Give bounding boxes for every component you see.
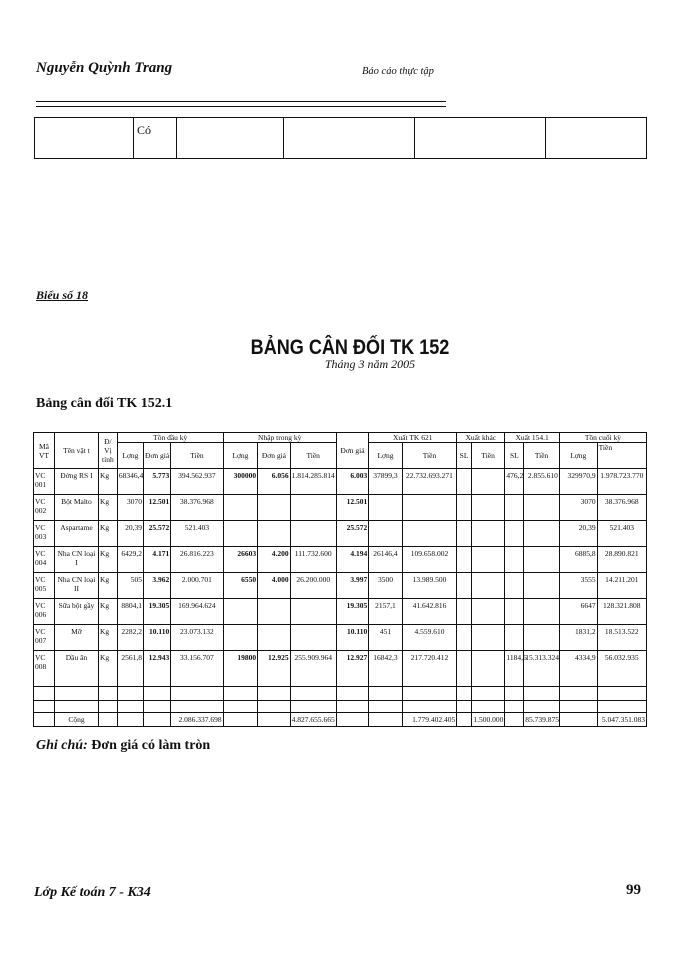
cell-code: VC 006 <box>34 599 55 625</box>
table-header-row <box>34 433 647 443</box>
cell-unit: Kg <box>98 521 117 547</box>
table-cell <box>171 701 223 713</box>
cell-in-price <box>258 599 290 625</box>
table-cell <box>290 701 336 713</box>
cell-xk-sl <box>457 495 472 521</box>
cell-cl-amt: 1.978.723.770 <box>597 469 646 495</box>
cell-xk-amt <box>471 625 505 651</box>
table-cell: Có <box>134 118 177 159</box>
cell-in-amt: 255.909.964 <box>290 651 336 687</box>
cell-in-price: 6.056 <box>258 469 290 495</box>
table-cell <box>505 701 524 713</box>
cell-op-price: 12.943 <box>144 651 171 687</box>
table-cell <box>402 687 457 701</box>
table-cell <box>524 701 560 713</box>
cell-cl-qty: 3070 <box>559 495 597 521</box>
cell-price: 3.997 <box>336 573 368 599</box>
cell-in-qty: 6550 <box>223 573 258 599</box>
cell-x154-amt <box>524 495 560 521</box>
header-rule <box>36 101 446 102</box>
subheader-amount: Tiền <box>402 443 457 469</box>
cell-in-amt <box>290 495 336 521</box>
cell-x154-amt <box>524 625 560 651</box>
cell-in-price: 4.000 <box>258 573 290 599</box>
subheader-amount: Tiền <box>471 443 505 469</box>
table-cell <box>223 701 258 713</box>
cell-op-price: 3.962 <box>144 573 171 599</box>
cell-cl-amt: 521.403 <box>597 521 646 547</box>
table-cell <box>402 701 457 713</box>
table-cell <box>35 118 134 159</box>
cell-x621-amt: 4.559.610 <box>402 625 457 651</box>
table-cell <box>290 687 336 701</box>
table-cell <box>457 713 472 727</box>
cell-op-qty: 68346,4 <box>117 469 143 495</box>
cell-op-qty: 20,39 <box>117 521 143 547</box>
table-cell <box>223 687 258 701</box>
cell-unit: Kg <box>98 547 117 573</box>
cell-cl-qty: 6885,8 <box>559 547 597 573</box>
table-total-row <box>34 713 647 727</box>
total-cl-amt: 5.047.351.083 <box>597 713 646 727</box>
cell-x154-amt <box>524 521 560 547</box>
table-cell <box>559 713 597 727</box>
total-label: Cộng <box>54 713 98 727</box>
col-opening-header: Tồn đầu kỳ <box>117 433 223 443</box>
cell-x621-qty: 3500 <box>369 573 403 599</box>
cell-in-price <box>258 495 290 521</box>
total-x621-amt: 1.779.402.405 <box>402 713 457 727</box>
cell-xk-amt <box>471 469 505 495</box>
col-name-header: Tên vật t <box>54 433 98 469</box>
cell-x621-amt <box>402 521 457 547</box>
subheader-price: Đơn giá <box>144 443 171 469</box>
cell-cl-amt: 14.211.201 <box>597 573 646 599</box>
table-cell <box>223 713 258 727</box>
cell-op-qty: 3070 <box>117 495 143 521</box>
table-cell <box>34 701 55 713</box>
cell-x621-amt <box>402 495 457 521</box>
table-cell <box>336 701 368 713</box>
cell-code: VC 002 <box>34 495 55 521</box>
col-closing-header: Tồn cuối kỳ <box>559 433 646 443</box>
cell-op-amt: 38.376.968 <box>171 495 223 521</box>
table-cell <box>98 701 117 713</box>
table-cell <box>258 687 290 701</box>
cell-xk-sl <box>457 469 472 495</box>
cell-in-price: 4.200 <box>258 547 290 573</box>
table-row <box>34 495 647 521</box>
cell-code: VC 007 <box>34 625 55 651</box>
author-name: Nguyễn Quỳnh Trang <box>36 60 173 76</box>
table-cell <box>415 118 546 159</box>
cell-xk-sl <box>457 599 472 625</box>
table-row <box>34 573 647 599</box>
cell-xk-amt <box>471 547 505 573</box>
cell-x154-sl <box>505 495 524 521</box>
cell-name: Bột Malto <box>54 495 98 521</box>
col-issue-other-header: Xuất khác <box>457 433 505 443</box>
col-receipt-header: Nhập trong kỳ <box>223 433 336 443</box>
cell-in-amt <box>290 625 336 651</box>
table-cell <box>34 713 55 727</box>
cell-name: Sữa bột gầy <box>54 599 98 625</box>
table-cell <box>171 687 223 701</box>
cell-unit: Kg <box>98 495 117 521</box>
table-cell <box>98 687 117 701</box>
cell-xk-sl <box>457 547 472 573</box>
table-cell <box>98 713 117 727</box>
cell-in-qty <box>223 625 258 651</box>
cell-code: VC 004 <box>34 547 55 573</box>
table-cell <box>559 687 597 701</box>
table-cell <box>505 687 524 701</box>
cell-cl-qty: 4334,9 <box>559 651 597 687</box>
page-title: BẢNG CÂN ĐỐI TK 152 <box>250 336 450 359</box>
table-cell <box>336 687 368 701</box>
cell-in-qty: 300000 <box>223 469 258 495</box>
cell-x621-amt: 109.658.002 <box>402 547 457 573</box>
table-cell <box>177 118 284 159</box>
cell-op-amt: 26.816.223 <box>171 547 223 573</box>
total-x154-amt: 85.739.875 <box>524 713 560 727</box>
cell-price: 6.003 <box>336 469 368 495</box>
cell-x154-amt: 15.313.324 <box>524 651 560 687</box>
table-cell <box>34 687 55 701</box>
table-row <box>34 625 647 651</box>
table-cell <box>144 701 171 713</box>
table-cell <box>457 701 472 713</box>
cell-cl-qty: 3555 <box>559 573 597 599</box>
total-in-amt: 4.827.655.665 <box>290 713 336 727</box>
cell-cl-qty: 20,39 <box>559 521 597 547</box>
page-subtitle: Tháng 3 năm 2005 <box>324 357 416 371</box>
table-cell <box>471 687 505 701</box>
cell-x154-sl <box>505 521 524 547</box>
cell-x621-qty: 37899,3 <box>369 469 403 495</box>
table-cell <box>369 713 403 727</box>
cell-code: VC 001 <box>34 469 55 495</box>
subheader-price: Đơn giá <box>258 443 290 469</box>
cell-cl-amt: 128.321.808 <box>597 599 646 625</box>
table-row <box>35 118 647 159</box>
header-rule <box>36 106 446 107</box>
cell-code: VC 005 <box>34 573 55 599</box>
cell-x154-amt: 2.855.610 <box>524 469 560 495</box>
cell-cl-amt: 38.376.968 <box>597 495 646 521</box>
col-unit-header: Đ/ Vị tính <box>98 433 117 469</box>
col-issue-1541-header: Xuất 154.1 <box>505 433 559 443</box>
cell-xk-sl <box>457 651 472 687</box>
cell-x621-qty: 451 <box>369 625 403 651</box>
table-cell <box>597 701 646 713</box>
table-cell <box>117 687 143 701</box>
cell-code: VC 003 <box>34 521 55 547</box>
cell-cl-amt: 18.513.522 <box>597 625 646 651</box>
cell-in-amt: 111.732.600 <box>290 547 336 573</box>
table-cell <box>144 713 171 727</box>
subheader-qty: Lợng <box>117 443 143 469</box>
col-issue-621-header: Xuất TK 621 <box>369 433 457 443</box>
subheader-sl: SL <box>457 443 472 469</box>
subheader-qty: Lợng <box>369 443 403 469</box>
cell-op-amt: 394.562.937 <box>171 469 223 495</box>
subheader-qty: Lợng <box>559 443 597 469</box>
cell-op-amt: 33.156.707 <box>171 651 223 687</box>
table-cell <box>369 687 403 701</box>
cell-in-amt <box>290 599 336 625</box>
subheader-amount: Tiền <box>290 443 336 469</box>
cell-x154-amt <box>524 547 560 573</box>
table-cell <box>144 687 171 701</box>
cell-name: Nha CN loại II <box>54 573 98 599</box>
cell-op-amt: 521.403 <box>171 521 223 547</box>
cell-x621-amt: 22.732.693.271 <box>402 469 457 495</box>
table-cell <box>54 687 98 701</box>
cell-in-price <box>258 521 290 547</box>
table-cell <box>457 687 472 701</box>
table-cell <box>597 687 646 701</box>
cell-cl-qty: 6647 <box>559 599 597 625</box>
table-row <box>34 651 647 687</box>
subheader-amount: Tiền <box>524 443 560 469</box>
cell-xk-amt <box>471 599 505 625</box>
cell-x154-amt <box>524 599 560 625</box>
cell-xk-amt <box>471 573 505 599</box>
cell-op-price: 19.305 <box>144 599 171 625</box>
table-row-empty <box>34 687 647 701</box>
footnote-text: Đơn giá có làm tròn <box>87 738 211 753</box>
cell-in-qty <box>223 599 258 625</box>
cell-x154-sl <box>505 599 524 625</box>
cell-x621-amt: 13.989.500 <box>402 573 457 599</box>
cell-in-amt: 1.814.285.814 <box>290 469 336 495</box>
cell-op-qty: 6429,2 <box>117 547 143 573</box>
footnote <box>36 738 210 754</box>
cell-op-price: 25.572 <box>144 521 171 547</box>
cell-price: 19.305 <box>336 599 368 625</box>
table-cell <box>546 118 647 159</box>
cell-in-amt: 26.200.000 <box>290 573 336 599</box>
table-cell <box>471 701 505 713</box>
table-row <box>34 469 647 495</box>
col-unit-price-header: Đơn giá <box>336 433 368 469</box>
cell-x621-qty: 16842,3 <box>369 651 403 687</box>
cell-xk-sl <box>457 521 472 547</box>
cell-op-qty: 2282,2 <box>117 625 143 651</box>
table-cell <box>117 713 143 727</box>
cell-op-price: 12.501 <box>144 495 171 521</box>
table-row-empty <box>34 701 647 713</box>
section-title: Bảng cân đối TK 152.1 <box>36 396 173 411</box>
cell-x621-qty: 2157,1 <box>369 599 403 625</box>
cell-cl-qty: 329970,9 <box>559 469 597 495</box>
subheader-amount: Tiền <box>171 443 223 469</box>
cell-in-qty <box>223 521 258 547</box>
cell-name: Đờng RS I <box>54 469 98 495</box>
continued-table-fragment <box>34 117 647 159</box>
table-cell <box>505 713 524 727</box>
cell-op-qty: 2561,8 <box>117 651 143 687</box>
cell-x154-amt <box>524 573 560 599</box>
cell-in-price <box>258 625 290 651</box>
col-code-header: Mã VT <box>34 433 55 469</box>
cell-cl-amt: 28.890.821 <box>597 547 646 573</box>
cell-op-qty: 505 <box>117 573 143 599</box>
cell-op-amt: 23.073.132 <box>171 625 223 651</box>
cell-unit: Kg <box>98 651 117 687</box>
table-cell <box>54 701 98 713</box>
cell-x154-sl: 1184,6 <box>505 651 524 687</box>
cell-unit: Kg <box>98 625 117 651</box>
cell-op-price: 4.171 <box>144 547 171 573</box>
cell-unit: Kg <box>98 573 117 599</box>
cell-in-price: 12.925 <box>258 651 290 687</box>
subheader-qty: Lợng <box>223 443 258 469</box>
form-number-label: Biểu số 18 <box>36 288 89 302</box>
cell-x154-sl <box>505 547 524 573</box>
cell-in-qty: 26603 <box>223 547 258 573</box>
total-xk-amt: 1.500.000 <box>471 713 505 727</box>
cell-cl-amt: 56.032.935 <box>597 651 646 687</box>
cell-op-amt: 169.964.624 <box>171 599 223 625</box>
subheader-sl: SL <box>505 443 524 469</box>
cell-x154-sl <box>505 625 524 651</box>
footer-class-label: Lớp Kế toán 7 - K34 <box>34 885 151 900</box>
cell-price: 4.194 <box>336 547 368 573</box>
cell-cl-qty: 1831,2 <box>559 625 597 651</box>
cell-x621-qty <box>369 521 403 547</box>
cell-in-qty: 19800 <box>223 651 258 687</box>
cell-op-price: 10.110 <box>144 625 171 651</box>
cell-name: Nha CN loại I <box>54 547 98 573</box>
table-cell <box>117 701 143 713</box>
cell-in-qty <box>223 495 258 521</box>
cell-xk-amt <box>471 651 505 687</box>
footnote-label: Ghi chú: <box>36 738 88 753</box>
table-row <box>34 521 647 547</box>
cell-xk-amt <box>471 495 505 521</box>
cell-price: 12.927 <box>336 651 368 687</box>
cell-unit: Kg <box>98 469 117 495</box>
cell-xk-sl <box>457 573 472 599</box>
table-cell <box>336 713 368 727</box>
table-row <box>34 547 647 573</box>
cell-code: VC 008 <box>34 651 55 687</box>
table-cell <box>559 701 597 713</box>
cell-unit: Kg <box>98 599 117 625</box>
cell-op-qty: 8804,1 <box>117 599 143 625</box>
cell-in-amt <box>290 521 336 547</box>
cell-x621-amt: 217.720.412 <box>402 651 457 687</box>
report-label: Báo cáo thực tập <box>362 66 434 77</box>
cell-price: 25.572 <box>336 521 368 547</box>
table-row <box>34 599 647 625</box>
cell-x154-sl: 476,2 <box>505 469 524 495</box>
page-number: 99 <box>626 882 641 898</box>
table-cell <box>524 687 560 701</box>
table-cell <box>284 118 415 159</box>
cell-xk-amt <box>471 521 505 547</box>
cell-op-price: 5.773 <box>144 469 171 495</box>
cell-name: Mỡ <box>54 625 98 651</box>
table-cell <box>258 713 290 727</box>
subheader-amount: Tiền <box>597 443 646 469</box>
total-op-amt: 2.086.337.698 <box>171 713 223 727</box>
cell-name: Dầu ăn <box>54 651 98 687</box>
cell-xk-sl <box>457 625 472 651</box>
cell-x621-amt: 41.642.816 <box>402 599 457 625</box>
cell-x154-sl <box>505 573 524 599</box>
cell-x621-qty <box>369 495 403 521</box>
cell-x621-qty: 26146,4 <box>369 547 403 573</box>
table-cell <box>369 701 403 713</box>
balance-table <box>33 432 647 727</box>
cell-price: 10.110 <box>336 625 368 651</box>
cell-price: 12.501 <box>336 495 368 521</box>
cell-op-amt: 2.000.701 <box>171 573 223 599</box>
table-cell <box>258 701 290 713</box>
cell-name: Aspartame <box>54 521 98 547</box>
